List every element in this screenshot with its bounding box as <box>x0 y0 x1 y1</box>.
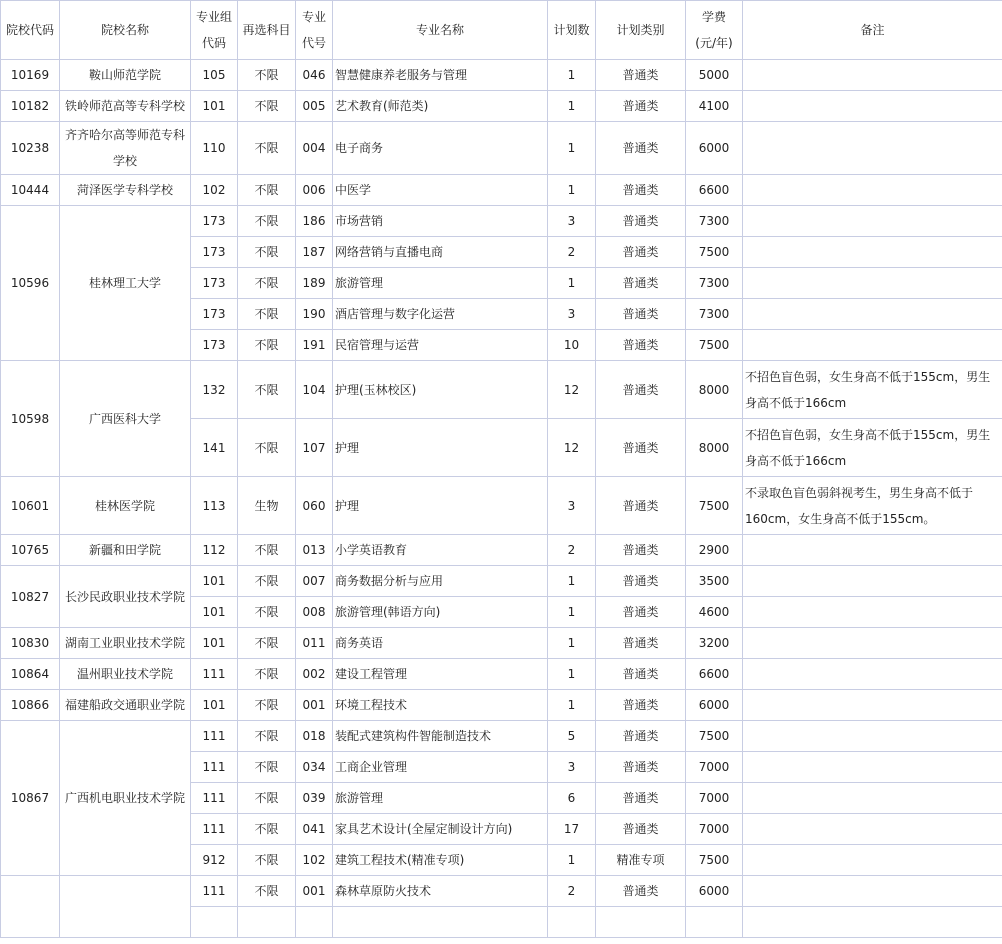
plan-count-cell: 1 <box>548 628 596 659</box>
note-cell <box>743 91 1002 122</box>
major-name-cell <box>333 907 548 938</box>
table-row <box>1 91 1002 122</box>
header-group-code: 专业组 代码 <box>191 1 238 60</box>
major-code-cell: 034 <box>296 752 333 783</box>
group-code-cell: 110 <box>191 122 238 175</box>
group-code-cell: 173 <box>191 299 238 330</box>
plan-type-cell: 普通类 <box>596 628 686 659</box>
fee-cell: 7500 <box>686 845 743 876</box>
major-name-cell: 旅游管理 <box>333 783 548 814</box>
note-cell <box>743 845 1002 876</box>
note-cell <box>743 628 1002 659</box>
group-code-cell: 101 <box>191 628 238 659</box>
major-name-cell: 智慧健康养老服务与管理 <box>333 60 548 91</box>
note-cell <box>743 60 1002 91</box>
school-name-cell: 桂林理工大学 <box>60 206 191 361</box>
group-code-cell: 112 <box>191 535 238 566</box>
school-code-cell: 10169 <box>1 60 60 91</box>
plan-count-cell: 1 <box>548 268 596 299</box>
note-cell <box>743 597 1002 628</box>
major-code-cell: 186 <box>296 206 333 237</box>
plan-count-cell: 12 <box>548 419 596 477</box>
group-code-cell: 173 <box>191 268 238 299</box>
fee-cell: 7300 <box>686 206 743 237</box>
fee-cell: 7500 <box>686 721 743 752</box>
plan-type-cell <box>596 907 686 938</box>
subject-cell: 不限 <box>238 597 296 628</box>
plan-count-cell: 6 <box>548 783 596 814</box>
fee-cell: 3500 <box>686 566 743 597</box>
school-code-cell: 10598 <box>1 361 60 477</box>
major-name-cell: 装配式建筑构件智能制造技术 <box>333 721 548 752</box>
plan-count-cell: 1 <box>548 122 596 175</box>
note-cell <box>743 814 1002 845</box>
fee-cell: 4600 <box>686 597 743 628</box>
major-name-cell: 市场营销 <box>333 206 548 237</box>
major-code-cell: 189 <box>296 268 333 299</box>
group-code-cell: 101 <box>191 91 238 122</box>
major-code-cell <box>296 907 333 938</box>
school-name-cell: 铁岭师范高等专科学校 <box>60 91 191 122</box>
group-code-cell: 173 <box>191 237 238 268</box>
note-cell <box>743 783 1002 814</box>
group-code-cell: 111 <box>191 721 238 752</box>
major-name-cell: 中医学 <box>333 175 548 206</box>
subject-cell: 不限 <box>238 628 296 659</box>
group-code-cell: 132 <box>191 361 238 419</box>
plan-count-cell: 2 <box>548 876 596 907</box>
fee-cell <box>686 907 743 938</box>
plan-count-cell: 1 <box>548 845 596 876</box>
school-name-cell: 齐齐哈尔高等师范专科学校 <box>60 122 191 175</box>
major-name-cell: 护理 <box>333 419 548 477</box>
note-cell <box>743 752 1002 783</box>
note-cell <box>743 268 1002 299</box>
plan-count-cell: 1 <box>548 60 596 91</box>
subject-cell: 不限 <box>238 206 296 237</box>
plan-count-cell: 1 <box>548 659 596 690</box>
table-row <box>1 721 1002 752</box>
major-code-cell: 060 <box>296 477 333 535</box>
major-code-cell: 001 <box>296 876 333 907</box>
subject-cell: 不限 <box>238 690 296 721</box>
school-name-cell: 长沙民政职业技术学院 <box>60 566 191 628</box>
group-code-cell: 111 <box>191 783 238 814</box>
major-code-cell: 004 <box>296 122 333 175</box>
plan-type-cell: 普通类 <box>596 477 686 535</box>
subject-cell: 不限 <box>238 783 296 814</box>
subject-cell: 不限 <box>238 845 296 876</box>
school-code-cell: 10830 <box>1 628 60 659</box>
plan-count-cell: 1 <box>548 566 596 597</box>
plan-count-cell: 1 <box>548 597 596 628</box>
fee-cell: 8000 <box>686 419 743 477</box>
table-row <box>1 659 1002 690</box>
group-code-cell: 101 <box>191 690 238 721</box>
note-cell <box>743 175 1002 206</box>
subject-cell: 不限 <box>238 535 296 566</box>
major-name-cell: 森林草原防火技术 <box>333 876 548 907</box>
school-name-cell: 新疆和田学院 <box>60 535 191 566</box>
fee-cell: 7300 <box>686 299 743 330</box>
plan-count-cell: 2 <box>548 237 596 268</box>
school-name-cell: 鞍山师范学院 <box>60 60 191 91</box>
note-cell <box>743 566 1002 597</box>
subject-cell: 不限 <box>238 175 296 206</box>
major-code-cell: 001 <box>296 690 333 721</box>
school-code-cell: 10238 <box>1 122 60 175</box>
subject-cell: 不限 <box>238 752 296 783</box>
table-row <box>1 477 1002 535</box>
note-cell <box>743 907 1002 938</box>
note-cell <box>743 535 1002 566</box>
plan-count-cell: 3 <box>548 206 596 237</box>
major-code-cell: 002 <box>296 659 333 690</box>
plan-type-cell: 普通类 <box>596 690 686 721</box>
major-name-cell: 酒店管理与数字化运营 <box>333 299 548 330</box>
plan-type-cell: 普通类 <box>596 91 686 122</box>
note-cell <box>743 690 1002 721</box>
table-row <box>1 535 1002 566</box>
note-cell <box>743 330 1002 361</box>
plan-count-cell: 5 <box>548 721 596 752</box>
fee-cell: 7500 <box>686 477 743 535</box>
plan-type-cell: 普通类 <box>596 659 686 690</box>
major-name-cell: 建筑工程技术(精准专项) <box>333 845 548 876</box>
major-name-cell: 护理 <box>333 477 548 535</box>
school-name-cell <box>60 876 191 938</box>
school-name-cell: 温州职业技术学院 <box>60 659 191 690</box>
note-cell <box>743 237 1002 268</box>
subject-cell: 不限 <box>238 237 296 268</box>
plan-type-cell: 普通类 <box>596 237 686 268</box>
major-code-cell: 102 <box>296 845 333 876</box>
school-code-cell <box>1 876 60 938</box>
group-code-cell: 173 <box>191 206 238 237</box>
plan-type-cell: 普通类 <box>596 268 686 299</box>
major-code-cell: 190 <box>296 299 333 330</box>
group-code-cell: 102 <box>191 175 238 206</box>
note-cell <box>743 299 1002 330</box>
plan-type-cell: 普通类 <box>596 597 686 628</box>
school-name-cell: 湖南工业职业技术学院 <box>60 628 191 659</box>
school-code-cell: 10866 <box>1 690 60 721</box>
plan-type-cell: 普通类 <box>596 175 686 206</box>
header-school-name: 院校名称 <box>60 1 191 60</box>
major-name-cell: 电子商务 <box>333 122 548 175</box>
subject-cell: 不限 <box>238 419 296 477</box>
subject-cell: 不限 <box>238 659 296 690</box>
plan-type-cell: 普通类 <box>596 419 686 477</box>
major-name-cell: 商务英语 <box>333 628 548 659</box>
header-fee: 学费 (元/年) <box>686 1 743 60</box>
school-code-cell: 10765 <box>1 535 60 566</box>
plan-type-cell: 普通类 <box>596 361 686 419</box>
plan-type-cell: 普通类 <box>596 535 686 566</box>
header-note: 备注 <box>743 1 1002 60</box>
plan-type-cell: 普通类 <box>596 876 686 907</box>
school-code-cell: 10601 <box>1 477 60 535</box>
plan-count-cell: 17 <box>548 814 596 845</box>
fee-cell: 6000 <box>686 690 743 721</box>
school-code-cell: 10444 <box>1 175 60 206</box>
subject-cell: 不限 <box>238 361 296 419</box>
plan-type-cell: 普通类 <box>596 60 686 91</box>
fee-cell: 7000 <box>686 814 743 845</box>
major-code-cell: 104 <box>296 361 333 419</box>
group-code-cell: 173 <box>191 330 238 361</box>
major-name-cell: 护理(玉林校区) <box>333 361 548 419</box>
major-name-cell: 旅游管理(韩语方向) <box>333 597 548 628</box>
major-code-cell: 011 <box>296 628 333 659</box>
school-name-cell: 广西医科大学 <box>60 361 191 477</box>
major-name-cell: 艺术教育(师范类) <box>333 91 548 122</box>
plan-type-cell: 精准专项 <box>596 845 686 876</box>
major-code-cell: 191 <box>296 330 333 361</box>
subject-cell: 不限 <box>238 721 296 752</box>
subject-cell: 不限 <box>238 299 296 330</box>
major-code-cell: 107 <box>296 419 333 477</box>
fee-cell: 8000 <box>686 361 743 419</box>
major-name-cell: 家具艺术设计(全屋定制设计方向) <box>333 814 548 845</box>
subject-cell: 不限 <box>238 268 296 299</box>
table-row <box>1 206 1002 237</box>
plan-type-cell: 普通类 <box>596 814 686 845</box>
header-plan: 计划数 <box>548 1 596 60</box>
plan-type-cell: 普通类 <box>596 206 686 237</box>
group-code-cell <box>191 907 238 938</box>
header-plan-type: 计划类别 <box>596 1 686 60</box>
plan-type-cell: 普通类 <box>596 783 686 814</box>
plan-count-cell: 1 <box>548 175 596 206</box>
fee-cell: 7300 <box>686 268 743 299</box>
school-code-cell: 10596 <box>1 206 60 361</box>
fee-cell: 4100 <box>686 91 743 122</box>
plan-count-cell: 3 <box>548 752 596 783</box>
note-cell: 不录取色盲色弱斜视考生，男生身高不低于160cm，女生身高不低于155cm。 <box>743 477 1002 535</box>
plan-type-cell: 普通类 <box>596 330 686 361</box>
plan-count-cell: 1 <box>548 690 596 721</box>
subject-cell: 不限 <box>238 60 296 91</box>
major-name-cell: 建设工程管理 <box>333 659 548 690</box>
major-code-cell: 005 <box>296 91 333 122</box>
note-cell: 不招色盲色弱，女生身高不低于155cm，男生身高不低于166cm <box>743 419 1002 477</box>
subject-cell: 生物 <box>238 477 296 535</box>
table-row <box>1 690 1002 721</box>
plan-type-cell: 普通类 <box>596 752 686 783</box>
note-cell <box>743 122 1002 175</box>
major-code-cell: 007 <box>296 566 333 597</box>
note-cell <box>743 876 1002 907</box>
school-code-cell: 10827 <box>1 566 60 628</box>
school-name-cell: 菏泽医学专科学校 <box>60 175 191 206</box>
note-cell <box>743 206 1002 237</box>
major-code-cell: 013 <box>296 535 333 566</box>
major-code-cell: 039 <box>296 783 333 814</box>
group-code-cell: 111 <box>191 659 238 690</box>
header-major-code: 专业 代号 <box>296 1 333 60</box>
note-cell <box>743 659 1002 690</box>
group-code-cell: 105 <box>191 60 238 91</box>
subject-cell: 不限 <box>238 566 296 597</box>
school-name-cell: 福建船政交通职业学院 <box>60 690 191 721</box>
major-name-cell: 民宿管理与运营 <box>333 330 548 361</box>
table-row <box>1 876 1002 907</box>
school-code-cell: 10182 <box>1 91 60 122</box>
plan-count-cell: 1 <box>548 91 596 122</box>
major-name-cell: 小学英语教育 <box>333 535 548 566</box>
subject-cell: 不限 <box>238 814 296 845</box>
school-code-cell: 10867 <box>1 721 60 876</box>
table-row <box>1 361 1002 419</box>
major-code-cell: 187 <box>296 237 333 268</box>
table-row <box>1 122 1002 175</box>
plan-type-cell: 普通类 <box>596 721 686 752</box>
school-name-cell: 桂林医学院 <box>60 477 191 535</box>
fee-cell: 6600 <box>686 175 743 206</box>
note-cell: 不招色盲色弱，女生身高不低于155cm，男生身高不低于166cm <box>743 361 1002 419</box>
header-subject: 再选科目 <box>238 1 296 60</box>
plan-count-cell: 2 <box>548 535 596 566</box>
fee-cell: 6600 <box>686 659 743 690</box>
major-code-cell: 041 <box>296 814 333 845</box>
fee-cell: 7500 <box>686 330 743 361</box>
fee-cell: 2900 <box>686 535 743 566</box>
major-code-cell: 046 <box>296 60 333 91</box>
table-row <box>1 175 1002 206</box>
school-name-cell: 广西机电职业技术学院 <box>60 721 191 876</box>
plan-count-cell: 3 <box>548 477 596 535</box>
plan-type-cell: 普通类 <box>596 566 686 597</box>
group-code-cell: 111 <box>191 814 238 845</box>
major-name-cell: 环境工程技术 <box>333 690 548 721</box>
major-code-cell: 008 <box>296 597 333 628</box>
subject-cell: 不限 <box>238 330 296 361</box>
subject-cell: 不限 <box>238 122 296 175</box>
major-code-cell: 018 <box>296 721 333 752</box>
header-row <box>1 1 1002 60</box>
group-code-cell: 101 <box>191 566 238 597</box>
plan-count-cell: 10 <box>548 330 596 361</box>
note-cell <box>743 721 1002 752</box>
subject-cell: 不限 <box>238 91 296 122</box>
group-code-cell: 101 <box>191 597 238 628</box>
school-code-cell: 10864 <box>1 659 60 690</box>
plan-count-cell <box>548 907 596 938</box>
fee-cell: 6000 <box>686 876 743 907</box>
group-code-cell: 111 <box>191 876 238 907</box>
header-school-code: 院校代码 <box>1 1 60 60</box>
group-code-cell: 111 <box>191 752 238 783</box>
fee-cell: 6000 <box>686 122 743 175</box>
plan-count-cell: 3 <box>548 299 596 330</box>
fee-cell: 7000 <box>686 752 743 783</box>
group-code-cell: 912 <box>191 845 238 876</box>
table-row <box>1 566 1002 597</box>
subject-cell: 不限 <box>238 876 296 907</box>
major-code-cell: 006 <box>296 175 333 206</box>
fee-cell: 5000 <box>686 60 743 91</box>
major-name-cell: 工商企业管理 <box>333 752 548 783</box>
subject-cell <box>238 907 296 938</box>
fee-cell: 3200 <box>686 628 743 659</box>
major-name-cell: 旅游管理 <box>333 268 548 299</box>
plan-type-cell: 普通类 <box>596 299 686 330</box>
header-major-name: 专业名称 <box>333 1 548 60</box>
major-name-cell: 商务数据分析与应用 <box>333 566 548 597</box>
group-code-cell: 141 <box>191 419 238 477</box>
group-code-cell: 113 <box>191 477 238 535</box>
table-row <box>1 60 1002 91</box>
table-row <box>1 628 1002 659</box>
plan-count-cell: 12 <box>548 361 596 419</box>
fee-cell: 7000 <box>686 783 743 814</box>
fee-cell: 7500 <box>686 237 743 268</box>
major-name-cell: 网络营销与直播电商 <box>333 237 548 268</box>
plan-type-cell: 普通类 <box>596 122 686 175</box>
